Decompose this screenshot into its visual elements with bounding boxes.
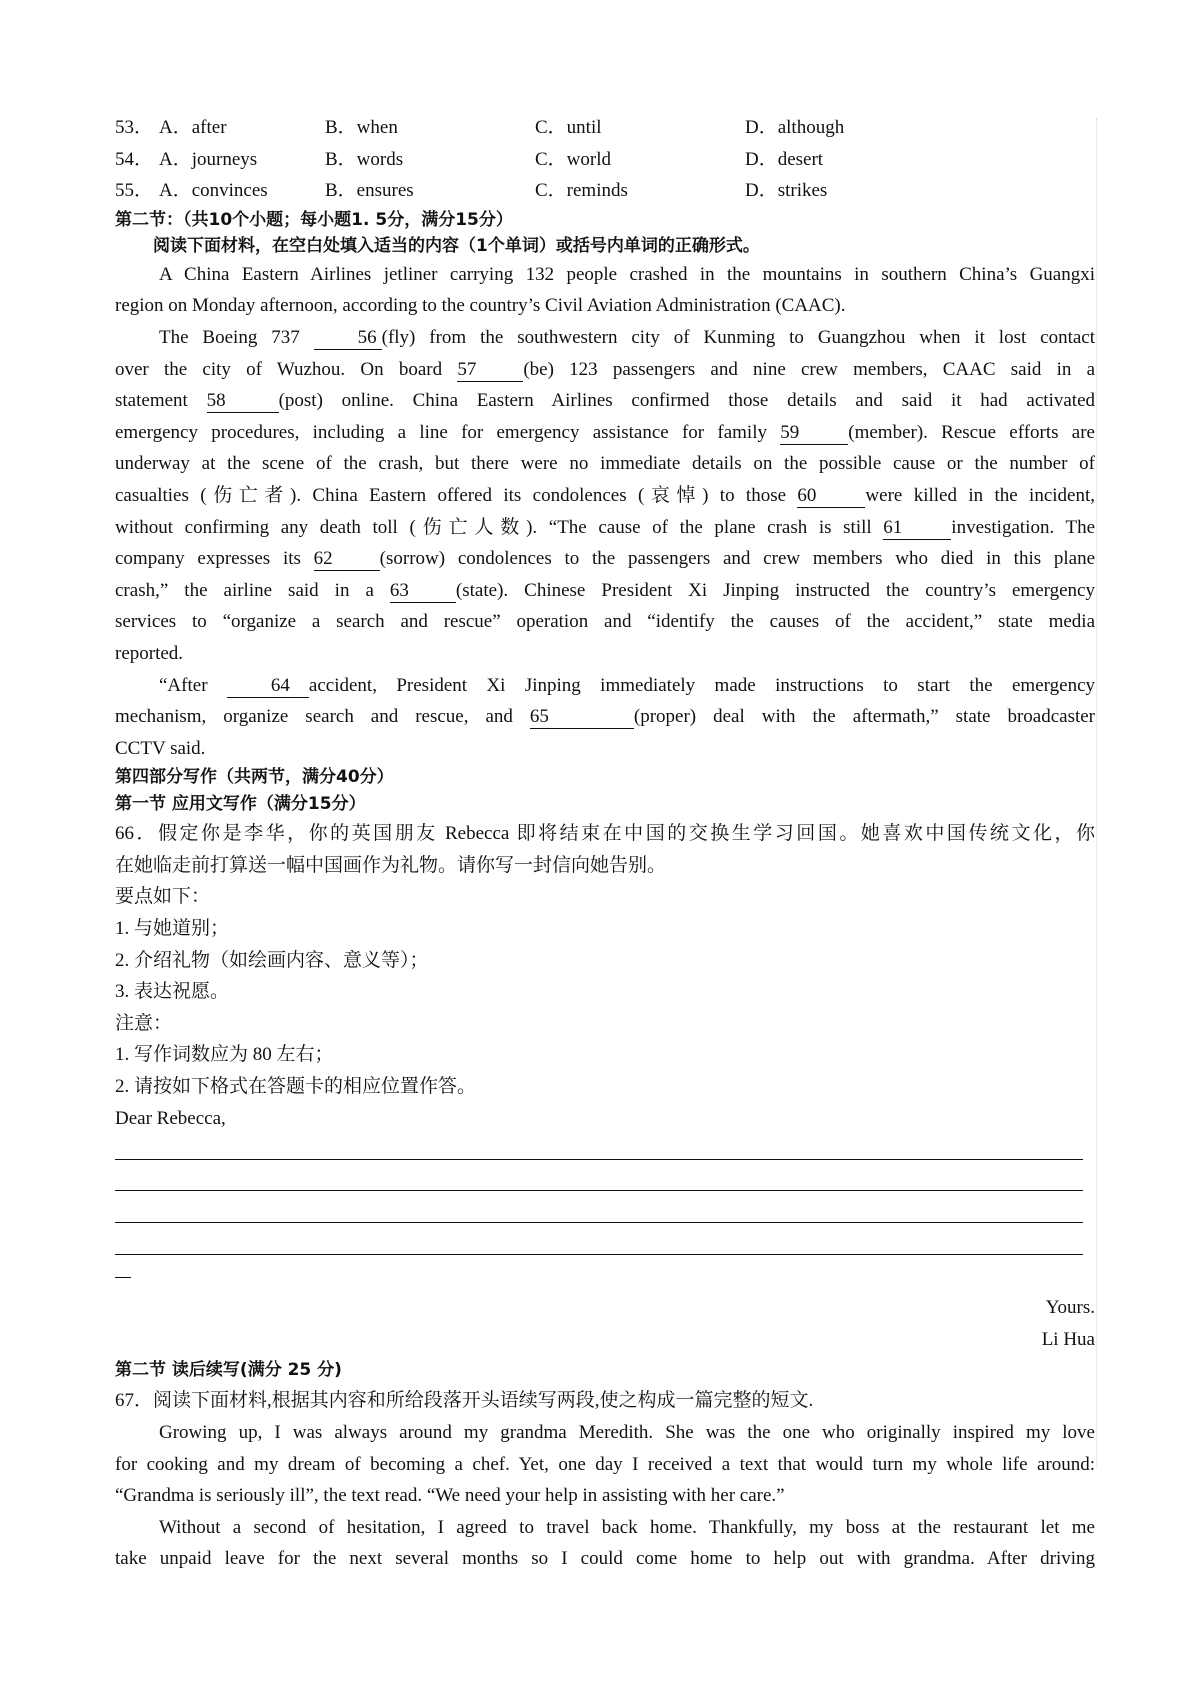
task-line: 66．假定你是李华，你的英国朋友 Rebecca 即将结束在中国的交换生学习回国。她喜欢中国传统文化，你 xyxy=(115,823,1095,845)
option-row-54 xyxy=(115,144,1095,176)
passage-line: A China Eastern Airlines jetliner carrying 132 people crashed in the mountains in southern China’s Guangxi xyxy=(159,263,1095,285)
section-heading: 第一节 应用文写作（满分15分） xyxy=(115,794,366,815)
passage-line: reported. xyxy=(115,642,184,664)
option-c: C．reminds xyxy=(535,180,628,202)
passage-line: casualties (伤亡者). China Eastern offered its condolences (哀悼) to those 60 were killed in the incident, xyxy=(115,484,1095,506)
passage-line: crash,” the airline said in a 63 (state). Chinese President Xi Jinping instructed the country’s emergency xyxy=(115,579,1095,601)
note-title: 注意： xyxy=(115,1012,173,1034)
option-row-53 xyxy=(115,112,1095,144)
passage-line: “After 64 accident, President Xi Jinping immediately made instructions to start the emergency xyxy=(159,674,1095,696)
blank-58[interactable]: 58 xyxy=(207,390,279,413)
passage-line: over the city of Wuzhou. On board 57 (be) 123 passengers and nine crew members, CAAC said in a xyxy=(115,358,1095,380)
option-a: A．after xyxy=(159,117,227,138)
question-number: 54． xyxy=(115,148,154,170)
point-item: 2. 介绍礼物（如绘画内容、意义等）； xyxy=(115,949,429,971)
section-instruction: 阅读下面材料，在空白处填入适当的内容（1个单词）或括号内单词的正确形式。 xyxy=(153,235,760,256)
option-row-55 xyxy=(115,175,1095,207)
writing-line[interactable] xyxy=(115,1166,1095,1198)
dash-mark xyxy=(115,1277,131,1278)
blank-57[interactable]: 57 xyxy=(457,359,523,382)
blank-62[interactable]: 62 xyxy=(314,548,380,571)
question-number: 53． xyxy=(115,117,154,138)
passage-line: statement 58 (post) online. China Eastern Airlines confirmed those details and said it had activated xyxy=(115,390,1096,412)
blank-65[interactable]: 65 xyxy=(530,706,634,729)
task-line: 在她临走前打算送一幅中国画作为礼物。请你写一封信向她告别。 xyxy=(115,854,667,876)
story-line: take unpaid leave for the next several months so I could come home to help out with grandma. After driving xyxy=(115,1548,1095,1570)
option-b: B．words xyxy=(325,148,404,170)
question-number: 55． xyxy=(115,180,154,202)
point-item: 3. 表达祝愿。 xyxy=(115,981,230,1003)
passage-line: region on Monday afternoon, according to the country’s Civil Aviation Administration (CAAC). xyxy=(115,295,846,317)
note-item: 1. 写作词数应为 80 左右； xyxy=(115,1044,334,1066)
option-c: C．world xyxy=(535,148,612,170)
option-a: A．journeys xyxy=(159,148,258,170)
blank-60[interactable]: 60 xyxy=(797,485,865,508)
margin-guide xyxy=(1096,118,1097,1468)
blank-61[interactable]: 61 xyxy=(883,517,951,540)
writing-line[interactable] xyxy=(115,1197,1095,1229)
story-line: “Grandma is seriously ill”, the text read. “We need your help in assisting with her care.” xyxy=(115,1485,785,1507)
blank-64[interactable]: 64 xyxy=(227,675,309,698)
option-b: B．ensures xyxy=(325,180,414,202)
exam-content xyxy=(115,112,1095,1575)
letter-signature: Li Hua xyxy=(1041,1328,1095,1350)
option-d: D．strikes xyxy=(745,180,828,202)
story-line: Growing up, I was always around my grandma Meredith. She was the one who originally inspired my love xyxy=(159,1421,1095,1443)
passage-line: emergency procedures, including a line for emergency assistance for family 59 (member). Rescue efforts are xyxy=(115,421,1095,443)
passage-line: The Boeing 737 56 (fly) from the southwestern city of Kunming to Guangzhou when it lost contact xyxy=(159,326,1095,348)
task-line: 67．阅读下面材料,根据其内容和所给段落开头语续写两段,使之构成一篇完整的短文. xyxy=(115,1390,814,1412)
story-line: for cooking and my dream of becoming a chef. Yet, one day I received a text that would turn my whole life around: xyxy=(115,1453,1095,1475)
passage-line: company expresses its 62 (sorrow) condolences to the passengers and crew members who died in this plane xyxy=(115,548,1096,570)
part-heading: 第四部分写作（共两节，满分40分） xyxy=(115,767,394,788)
point-item: 1. 与她道别； xyxy=(115,918,230,940)
passage-line: CCTV said. xyxy=(115,737,206,759)
passage-line: services to “organize a search and rescue” operation and “identify the causes of the accident,” state media xyxy=(115,611,1095,633)
writing-line-end[interactable] xyxy=(115,1261,1095,1293)
passage-line: without confirming any death toll (伤亡人数). “The cause of the plane crash is still 61 investigation. The xyxy=(115,516,1096,538)
writing-line[interactable] xyxy=(115,1229,1095,1261)
blank-63[interactable]: 63 xyxy=(390,580,456,603)
option-c: C．until xyxy=(535,117,602,138)
option-a: A．convinces xyxy=(159,180,268,202)
section-heading: 第二节 读后续写(满分 25 分) xyxy=(115,1360,342,1381)
letter-greeting: Dear Rebecca, xyxy=(115,1107,226,1129)
letter-closing: Yours. xyxy=(1045,1297,1095,1319)
points-title: 要点如下： xyxy=(115,886,211,908)
passage-line: underway at the scene of the crash, but there were no immediate details on the possible cause or the number of xyxy=(115,453,1095,475)
option-b: B．when xyxy=(325,117,398,138)
note-item: 2. 请按如下格式在答题卡的相应位置作答。 xyxy=(115,1076,477,1098)
option-d: D．desert xyxy=(745,148,824,170)
option-d: D．although xyxy=(745,117,845,138)
blank-56[interactable]: 56 xyxy=(314,327,382,350)
story-line: Without a second of hesitation, I agreed to travel back home. Thankfully, my boss at the restaurant let me xyxy=(159,1516,1095,1538)
passage-line: mechanism, organize search and rescue, and 65 (proper) deal with the aftermath,” state broadcaster xyxy=(115,706,1096,728)
blank-59[interactable]: 59 xyxy=(780,422,848,445)
section-heading: 第二节：（共10个小题；每小题1. 5分，满分15分） xyxy=(115,209,513,230)
writing-line[interactable] xyxy=(115,1134,1095,1166)
